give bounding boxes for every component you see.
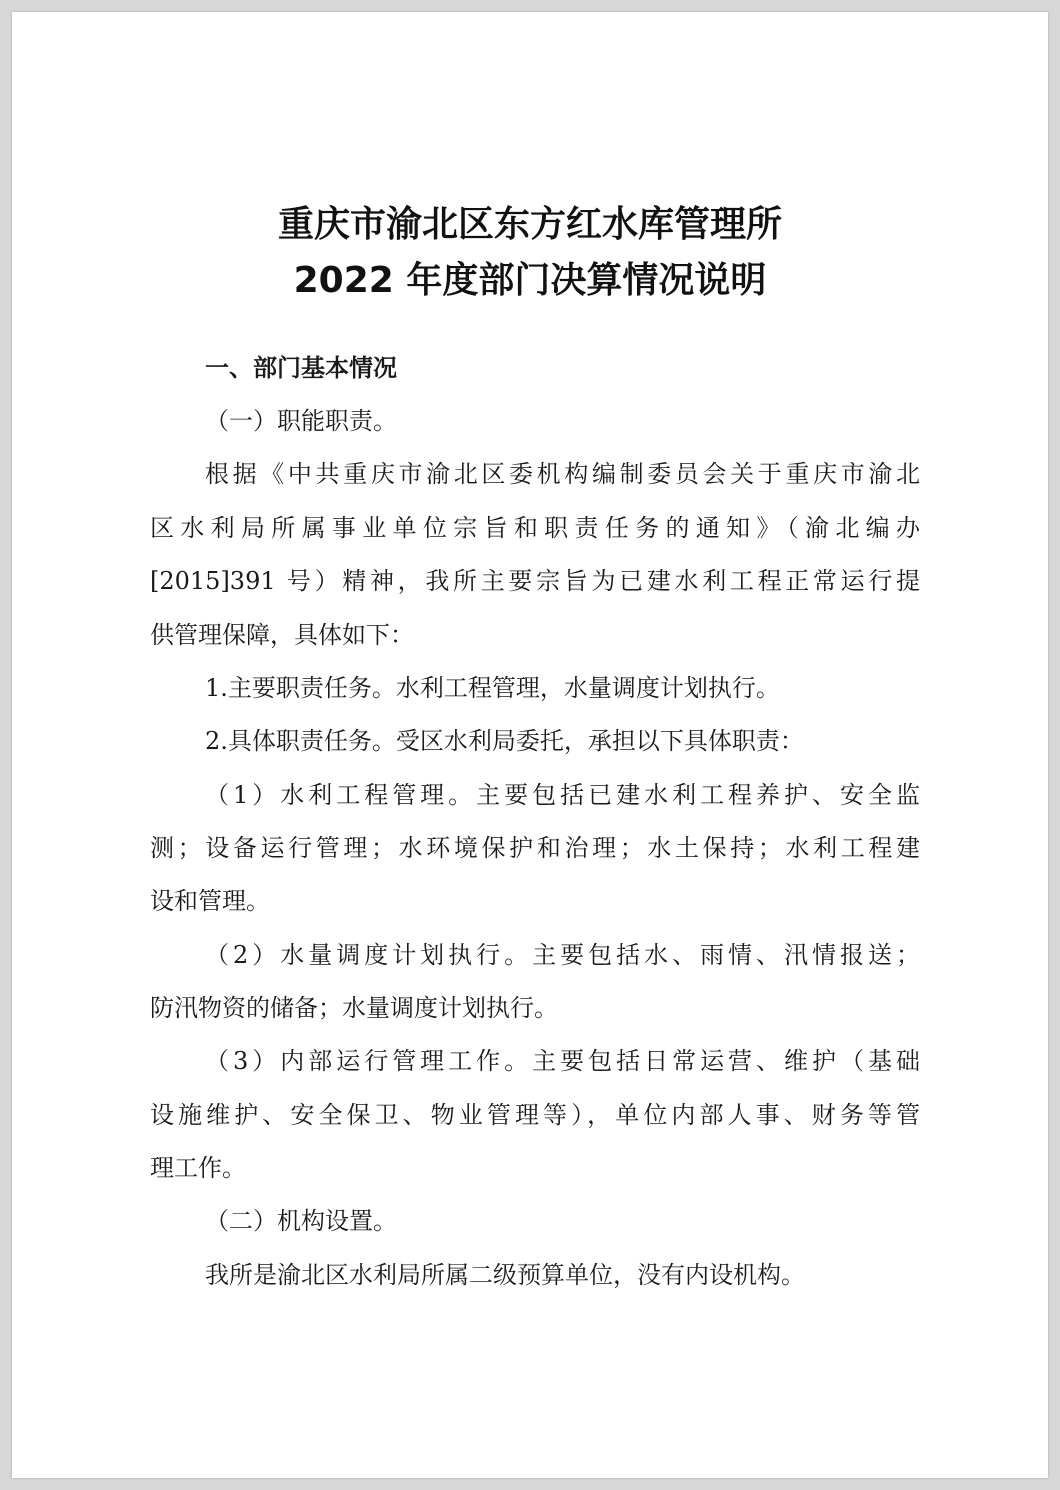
paragraph-line: （3）内部运行管理工作。主要包括日常运营、维护（基础 xyxy=(205,1047,920,1075)
paragraph-line: 设施维护、安全保卫、物业管理等），单位内部人事、财务等管 xyxy=(150,1101,920,1129)
paragraph-line: [2015]391 号）精神，我所主要宗旨为已建水利工程正常运行提 xyxy=(150,567,920,595)
subsection-heading-duties: （一）职能职责。 xyxy=(205,407,397,435)
document-title-line-2: 2022 年度部门决算情况说明 xyxy=(293,260,767,301)
document-title-line-1: 重庆市渝北区东方红水库管理所 xyxy=(277,204,782,245)
paragraph-line: 供管理保障，具体如下： xyxy=(150,621,414,649)
subsection-heading-organization: （二）机构设置。 xyxy=(205,1207,397,1235)
paragraph-line: 设和管理。 xyxy=(150,887,270,915)
paragraph-line: 防汛物资的储备；水量调度计划执行。 xyxy=(150,994,558,1022)
paragraph-line: 我所是渝北区水利局所属二级预算单位，没有内设机构。 xyxy=(205,1261,805,1289)
paragraph-line: 根据《中共重庆市渝北区委机构编制委员会关于重庆市渝北 xyxy=(205,460,920,488)
paragraph-line: （1）水利工程管理。主要包括已建水利工程养护、安全监 xyxy=(205,781,920,809)
list-item-specific-duties: 2.具体职责任务。受区水利局委托，承担以下具体职责： xyxy=(205,727,804,755)
document-page xyxy=(12,12,1048,1478)
list-item-main-duties: 1.主要职责任务。水利工程管理，水量调度计划执行。 xyxy=(205,674,780,702)
paragraph-line: （2）水量调度计划执行。主要包括水、雨情、汛情报送； xyxy=(205,941,920,969)
paragraph-line: 理工作。 xyxy=(150,1154,246,1182)
paragraph-line: 区水利局所属事业单位宗旨和职责任务的通知》（渝北编办 xyxy=(150,514,920,542)
paragraph-line: 测；设备运行管理；水环境保护和治理；水土保持；水利工程建 xyxy=(150,834,920,862)
section-heading-basic-info: 一、部门基本情况 xyxy=(205,354,397,382)
